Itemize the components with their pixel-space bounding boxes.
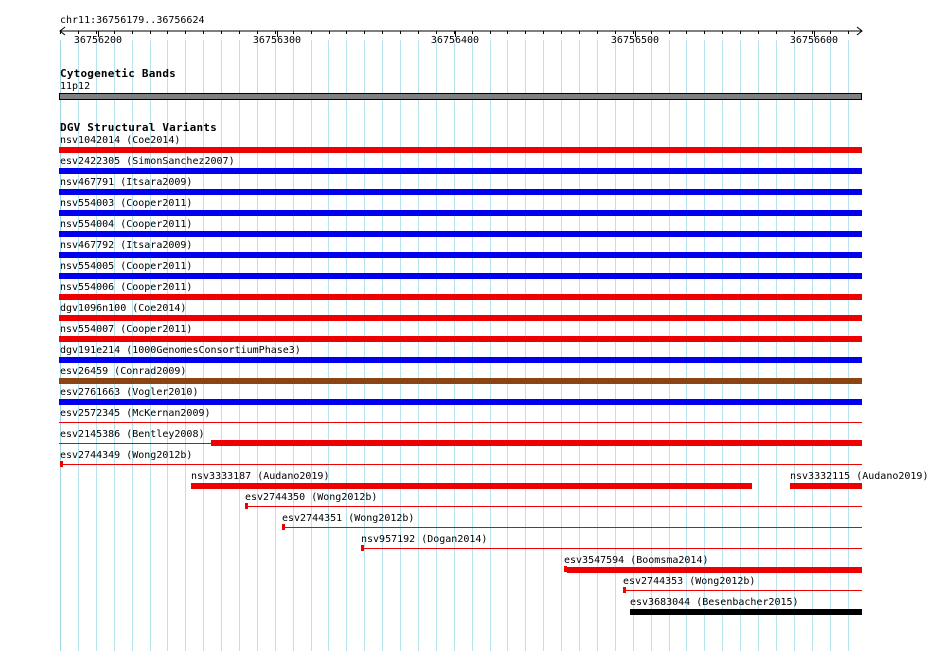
variant-bar[interactable] (567, 567, 862, 573)
tick-label: 36756200 (73, 35, 123, 46)
variant-bar[interactable] (59, 273, 862, 279)
tick-label: 36756500 (610, 35, 660, 46)
cytoband-label: 11p12 (60, 81, 91, 92)
variant-label: esv2145386 (Bentley2008) (60, 429, 205, 440)
cytoband-track-title: Cytogenetic Bands (60, 67, 176, 80)
variant-bar[interactable] (59, 357, 862, 363)
variant-label: esv2744350 (Wong2012b) (245, 492, 378, 503)
variant-label: nsv554006 (Cooper2011) (60, 282, 193, 293)
variant-label: dgv191e214 (1000GenomesConsortiumPhase3) (60, 345, 301, 356)
tick-label: 36756300 (252, 35, 302, 46)
variant-bar[interactable] (59, 252, 862, 258)
variant-label: esv2422305 (SimonSanchez2007) (60, 156, 235, 167)
variant-line (623, 590, 862, 591)
variant-label: nsv3333187 (Audano2019) (191, 471, 330, 482)
variant-label: esv2744351 (Wong2012b) (282, 513, 415, 524)
variant-line (361, 548, 862, 549)
variant-label: esv3547594 (Boomsma2014) (564, 555, 709, 566)
variant-bar[interactable] (630, 609, 862, 615)
variant-line (59, 443, 211, 444)
variant-bar[interactable] (59, 294, 862, 300)
variant-label: esv2761663 (Vogler2010) (60, 387, 199, 398)
variant-bar[interactable] (191, 483, 752, 489)
variant-label: nsv957192 (Dogan2014) (361, 534, 488, 545)
dgv-track-title: DGV Structural Variants (60, 121, 217, 134)
variant-line (282, 527, 862, 528)
variant-label: esv26459 (Conrad2009) (60, 366, 187, 377)
variant-label: nsv3332115 (Audano2019) (790, 471, 928, 482)
variant-label: nsv554003 (Cooper2011) (60, 198, 193, 209)
variant-label: esv3683044 (Besenbacher2015) (630, 597, 799, 608)
variant-bar[interactable] (59, 422, 862, 423)
tick-label: 36756400 (430, 35, 480, 46)
region-label: chr11:36756179..36756624 (60, 15, 205, 26)
variant-bar[interactable] (790, 483, 862, 489)
variant-label: esv2744349 (Wong2012b) (60, 450, 193, 461)
variant-label: nsv554004 (Cooper2011) (60, 219, 193, 230)
variant-bar[interactable] (59, 231, 862, 237)
variant-label: nsv554005 (Cooper2011) (60, 261, 193, 272)
variant-bar[interactable] (59, 210, 862, 216)
tick-label: 36756600 (789, 35, 839, 46)
variant-label: nsv554007 (Cooper2011) (60, 324, 193, 335)
variant-label: dgv1096n100 (Coe2014) (60, 303, 187, 314)
variant-label: esv2744353 (Wong2012b) (623, 576, 756, 587)
variant-bar[interactable] (59, 399, 862, 405)
variant-bar[interactable] (59, 315, 862, 321)
variant-bar[interactable] (59, 336, 862, 342)
variant-line (60, 464, 862, 465)
variant-label: esv2572345 (McKernan2009) (60, 408, 211, 419)
variant-line (245, 506, 862, 507)
variant-bar[interactable] (59, 147, 862, 153)
variant-bar[interactable] (211, 440, 862, 446)
variant-bar[interactable] (59, 378, 862, 384)
variant-label: nsv467792 (Itsara2009) (60, 240, 193, 251)
variant-label: nsv1042014 (Coe2014) (60, 135, 181, 146)
cytoband-bar[interactable] (59, 93, 862, 100)
variant-bar[interactable] (59, 168, 862, 174)
variant-bar[interactable] (59, 189, 862, 195)
variant-label: nsv467791 (Itsara2009) (60, 177, 193, 188)
